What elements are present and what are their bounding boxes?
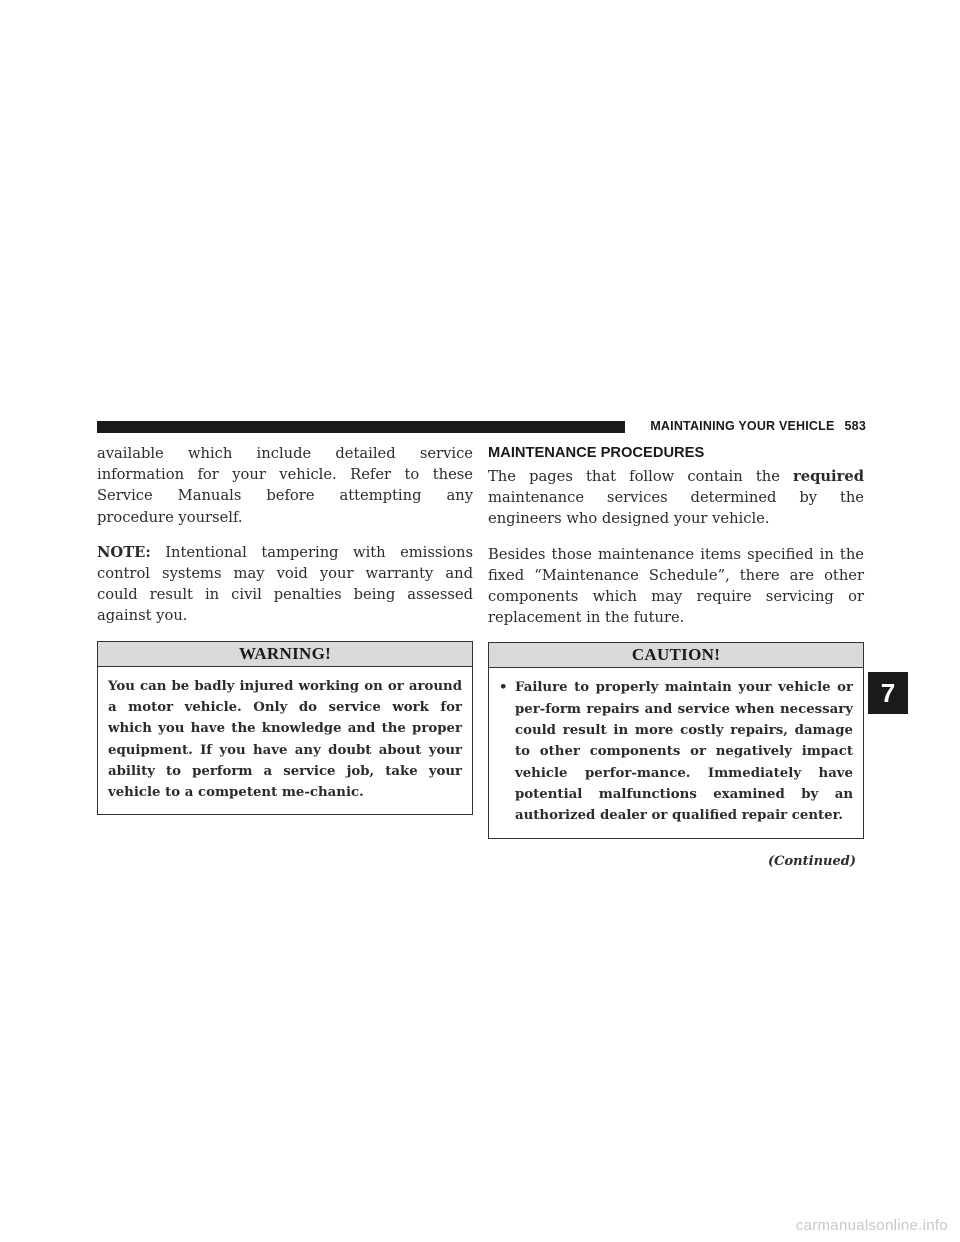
schedule-paragraph: Besides those maintenance items specified in the fixed “Maintenance Schedule”, there are other components which may require servicing or replacement in the future. xyxy=(488,545,864,627)
note-text: Intentional tampering with emissions control systems may void your warranty and could result in civil penalties being assessed against you. xyxy=(97,543,473,625)
caution-box xyxy=(488,642,864,838)
bullet-icon: • xyxy=(499,680,508,696)
intro-paragraph: available which include detailed service information for your vehicle. Refer to these Service Manuals before attempting any procedure yourself. xyxy=(97,445,473,526)
section-title: MAINTAINING YOUR VEHICLE xyxy=(650,419,835,433)
warning-body: You can be badly injured working on or around a motor vehicle. Only do service work for which you have the knowledge and the proper equipment. If you have any doubt about your ability to perform a service job, take your vehicle to a competent me-chanic. xyxy=(108,678,462,801)
section-heading: MAINTENANCE PROCEDURES xyxy=(488,445,705,461)
caution-body xyxy=(489,668,863,837)
required-emphasis: required xyxy=(793,468,864,485)
left-column xyxy=(97,443,473,815)
caution-bullet-text: Failure to properly maintain your vehicle or per-form repairs and service when necessary could result in more costly repairs, damage to other components or negatively impact vehicle perfor-mance. Immediately have potential malfunctions examined by an authorized dealer or qualified repair center. xyxy=(515,680,853,824)
procedures-text-after: maintenance services determined by the engineers who designed your vehicle. xyxy=(488,489,864,528)
right-column xyxy=(488,443,864,872)
page-number: 583 xyxy=(844,419,866,433)
procedures-paragraph xyxy=(488,466,864,530)
procedures-text-before: The pages that follow contain the xyxy=(488,468,794,485)
caution-bullet-item xyxy=(499,677,853,826)
note-label: NOTE: xyxy=(97,543,151,561)
warning-title: WARNING! xyxy=(98,642,472,667)
chapter-tab: 7 xyxy=(868,672,908,714)
continued-label: (Continued) xyxy=(768,853,856,869)
header-rule xyxy=(97,421,625,433)
warning-box xyxy=(97,641,473,816)
watermark: carmanualsonline.info xyxy=(795,1217,948,1234)
note-paragraph xyxy=(97,542,473,627)
caution-title: CAUTION! xyxy=(489,643,863,668)
running-header xyxy=(636,419,866,433)
